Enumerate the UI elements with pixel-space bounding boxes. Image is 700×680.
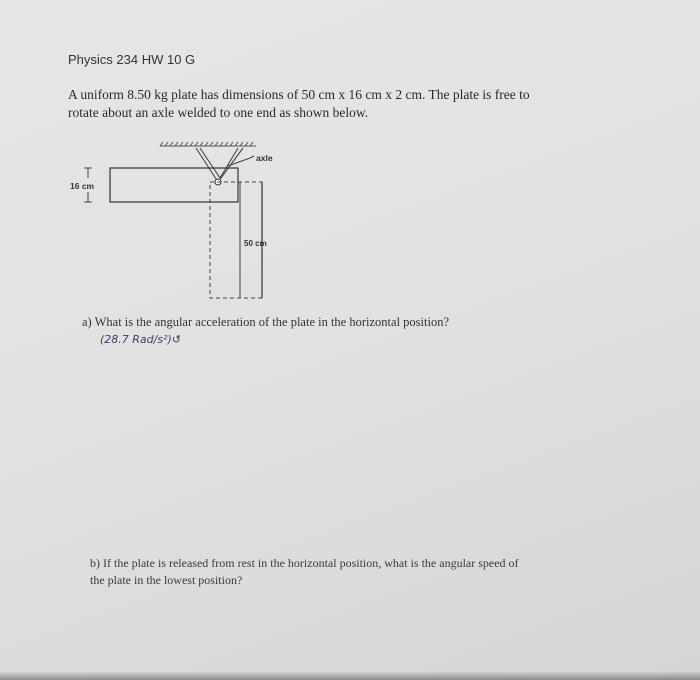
handwritten-answer-a: (28.7 Rad/s²)↺ — [100, 333, 182, 346]
problem-line-1: A uniform 8.50 kg plate has dimensions of 50 cm x 16 cm x 2 cm. The plate is free to — [68, 87, 530, 102]
question-b-line-1: b) If the plate is released from rest in the horizontal position, what is the angular speed of — [90, 556, 519, 570]
axle-hatching — [160, 142, 256, 146]
question-a: a) What is the angular acceleration of the plate in the horizontal position? — [82, 315, 449, 329]
page-header: Physics 234 HW 10 G — [68, 52, 196, 67]
question-b-line-2: the plate in the lowest position? — [90, 573, 243, 587]
height-label: 16 cm — [70, 181, 95, 191]
axle-label: axle — [256, 153, 273, 163]
plate-axle-diagram — [68, 138, 308, 308]
axle-support — [196, 148, 254, 182]
question-b — [90, 555, 519, 589]
length-label: 50 cm — [244, 239, 267, 248]
problem-line-2: rotate about an axle welded to one end as shown below. — [68, 105, 369, 120]
problem-statement — [68, 86, 530, 122]
bottom-shadow — [0, 672, 700, 680]
